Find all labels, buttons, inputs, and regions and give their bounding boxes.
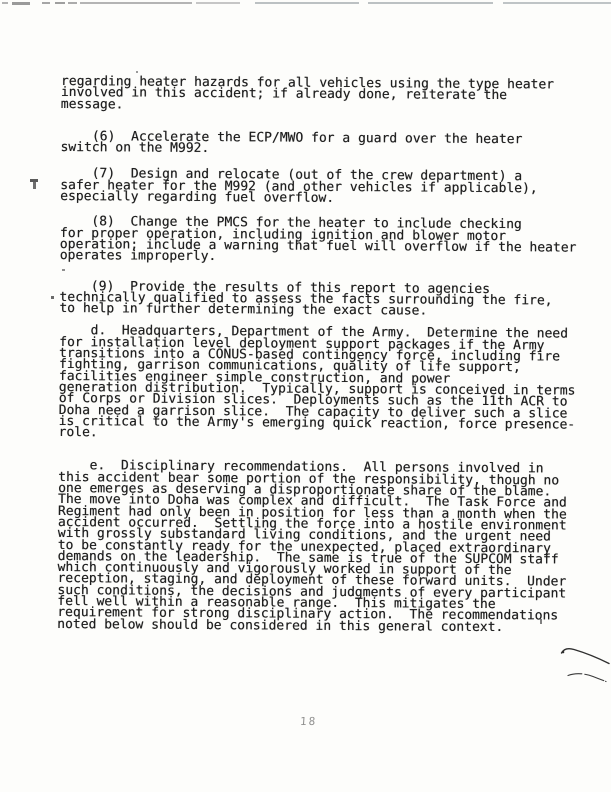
scan-artifact-top-edge [68, 2, 77, 4]
margin-smudge-mark [33, 182, 36, 189]
scan-artifact-top-edge [503, 2, 611, 4]
paragraph-e-disciplinary: e. Disciplinary recommendations. All persons involved in this accident bear some portion of the responsibility, though no one emerges as deserving a disproportionate share of the blame. The move into Doha was complex and difficult. The Task Force and Regiment had only been in position for less than a month when the accident occurred. Settling the force into a hostile environment with grossly substandard living conditions, and the urgent need to be constantly ready for the unexpected, placed extraordinary demands on the leadership. The same is true of the SUPCOM staff which continuously and vigorously worked in support of the reception, staging, and deployment of these forward units. Under such conditions, the decisions and judgments of every participant fell well within a reasonable range. This mitigates the requirement for strong disciplinary action. The recommendations noted below should be considered in this general context. [57, 458, 567, 635]
scan-artifact-top-edge [2, 2, 8, 4]
scan-artifact-top-edge [42, 2, 50, 4]
scan-artifact-top-edge [196, 2, 240, 4]
scan-speck [136, 71, 138, 73]
paragraph-d-headquarters: d. Headquarters, Department of the Army. Determine the need for installation level deployment support packages if the Army transitions into a CONUS-based contingency force, including fire fighting, garrison communications, quality of life support, facilities engineer simple construction, and power generation distribution. Typically, support is conceived in terms of Corps or Division slices. Deployments such as the 11th ACR to Doha need a garrison slice. The capacity to deliver such a slice is critical to the Army's emerging quick reaction, force presence- role. [58, 323, 576, 441]
scan-artifact-top-edge [55, 2, 65, 4]
scan-speck [51, 296, 54, 299]
scan-artifact-top-edge [255, 2, 359, 4]
scan-artifact-top-edge [80, 2, 192, 4]
page-number: 18 [299, 715, 318, 728]
paragraph-item-9: (9) Provide the results of this report to agencies technically qualified to assess the facts surrounding the fire, to help in further determining the exact cause. [59, 278, 553, 319]
paragraph-item-6: (6) Accelerate the ECP/MWO for a guard over the heater switch on the M992. [60, 128, 523, 157]
scan-artifact-top-edge [12, 2, 30, 5]
paragraph-continuation: regarding heater hazards for all vehicles using the type heater involved in this accident; if already done, reiterate the message. [60, 74, 555, 113]
paragraph-item-8: (8) Change the PMCS for the heater to include checking for proper operation, including ignition and blower motor operation; include a warning that fuel will overflow if the heater operates improperly. [59, 214, 577, 265]
page-text-block [57, 76, 591, 634]
paragraph-item-7: (7) Design and relocate (out of the crew department) a safer heater for the M992 (and other vehicles if applicable), especially regarding fuel overflow. [60, 166, 538, 206]
scan-artifact-top-edge [368, 2, 493, 4]
